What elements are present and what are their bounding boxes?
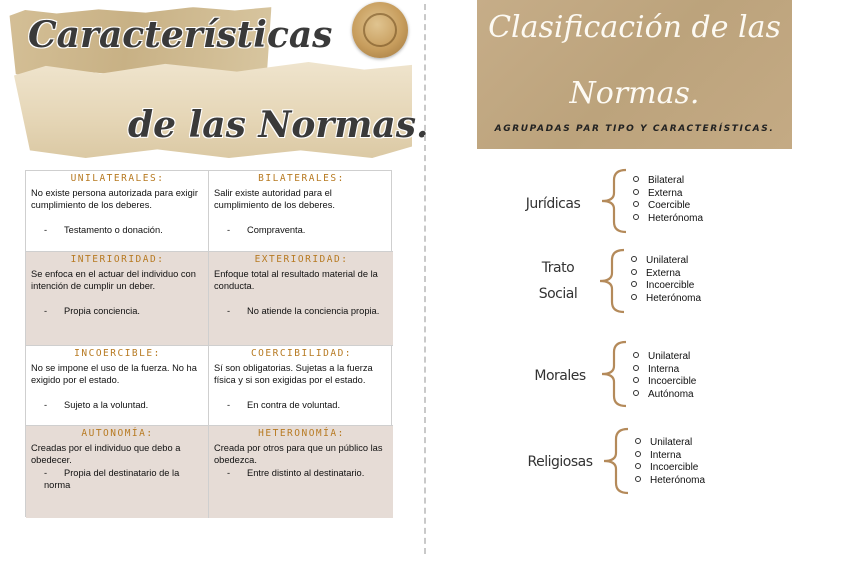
list-item: Interna <box>635 450 705 463</box>
left-title-line2: de las Normas. <box>128 104 429 146</box>
group-label: Religiosas <box>527 454 593 470</box>
cell-title: AUTONOMÍA: <box>81 428 154 439</box>
list-item: Incoercible <box>631 280 701 293</box>
cell-description: Creada por otros para que un público las obedezca. <box>214 442 383 465</box>
list-item: Heterónoma <box>635 475 705 488</box>
curly-brace-icon <box>600 168 630 234</box>
list-item: Incoercible <box>633 376 696 389</box>
wax-seal-icon <box>352 2 408 58</box>
group-label: Jurídicas <box>525 196 581 212</box>
cell-example: - Testamento o donación. <box>44 224 163 235</box>
cell-title: UNILATERALES: <box>70 173 165 184</box>
list-item: Coercible <box>633 200 703 213</box>
list-item: Unilateral <box>631 255 701 268</box>
cell-title: HETERONOMÍA: <box>258 428 345 439</box>
table-cell-heteronomia <box>209 426 393 518</box>
cell-example: - Sujeto a la voluntad. <box>44 399 149 410</box>
cell-example: - En contra de voluntad. <box>227 399 341 410</box>
table-cell-exterioridad <box>209 252 393 346</box>
group-items <box>633 175 703 225</box>
right-title-line1: Clasificación de las <box>488 10 781 45</box>
group-items <box>633 351 696 401</box>
list-item: Externa <box>633 188 703 201</box>
cell-title: INTERIORIDAD: <box>70 254 165 265</box>
cell-title: INCOERCIBLE: <box>74 348 161 359</box>
group-items <box>635 437 705 487</box>
cell-title: BILATERALES: <box>258 173 345 184</box>
table-cell-incoercible <box>26 346 209 426</box>
cell-title: COERCIBILIDAD: <box>250 348 353 359</box>
list-item: Externa <box>631 268 701 281</box>
cell-description: Enfoque total al resultado material de la conducta. <box>214 268 378 291</box>
cell-description: No se impone el uso de la fuerza. No ha exigido por el estado. <box>31 362 197 385</box>
left-header <box>0 0 429 165</box>
group-label: Trato Social <box>538 260 578 302</box>
cell-description: Sí son obligatorias. Sujetas a la fuerza física y si son exigidas por el estado. <box>214 362 373 385</box>
list-item: Heterónoma <box>631 293 701 306</box>
list-item: Heterónoma <box>633 213 703 226</box>
list-item: Unilateral <box>635 437 705 450</box>
group-label: Morales <box>534 368 586 384</box>
cell-example: - Propia conciencia. <box>44 305 140 316</box>
table-cell-bilaterales <box>209 171 393 252</box>
characteristics-table <box>25 170 392 517</box>
table-cell-interioridad <box>26 252 209 346</box>
list-item: Interna <box>633 364 696 377</box>
table-cell-autonomia <box>26 426 209 518</box>
cell-example: - Entre distinto al destinatario. <box>227 467 365 478</box>
cell-description: Salir existe autoridad para el cumplimiento de los deberes. <box>214 187 335 210</box>
list-item: Incoercible <box>635 462 705 475</box>
right-title-line2: Normas. <box>569 76 700 111</box>
table-cell-unilaterales <box>26 171 209 252</box>
cell-title: EXTERIORIDAD: <box>254 254 349 265</box>
list-item: Autónoma <box>633 389 696 402</box>
curly-brace-icon <box>602 427 632 495</box>
cell-example: - No atiende la conciencia propia. <box>227 305 380 316</box>
table-cell-coercibilidad <box>209 346 393 426</box>
right-header <box>477 0 792 149</box>
curly-brace-icon <box>600 340 630 408</box>
left-title-line1: Características <box>28 14 333 56</box>
cell-description: Se enfoca en el actuar del individuo con intención de cumplir un deber. <box>31 268 196 291</box>
cell-description: No existe persona autorizada para exigir cumplimiento de los deberes. <box>31 187 198 210</box>
group-items <box>631 255 701 305</box>
page-divider <box>424 4 426 554</box>
cell-example: - Propia del destinatario de la norma <box>44 467 180 490</box>
cell-example: - Compraventa. <box>227 224 306 235</box>
list-item: Unilateral <box>633 351 696 364</box>
cell-description: Creadas por el individuo que debo a obedecer. <box>31 442 181 465</box>
list-item: Bilateral <box>633 175 703 188</box>
curly-brace-icon <box>598 248 628 314</box>
right-subtitle: AGRUPADAS PAR TIPO Y CARACTERÍSTICAS. <box>494 124 775 134</box>
